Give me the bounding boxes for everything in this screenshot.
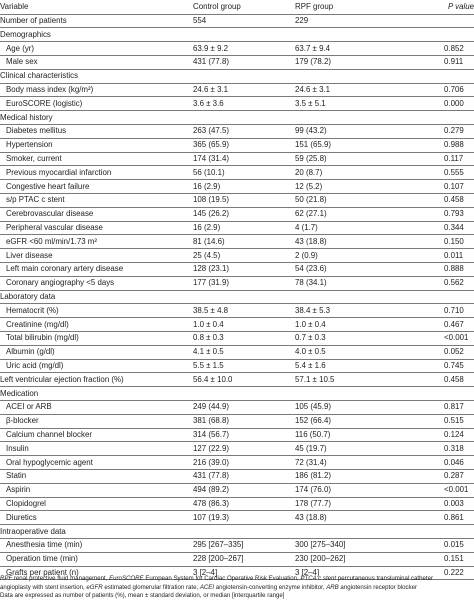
control-value: 554 [193, 16, 207, 25]
p-value: 0.344 [444, 223, 464, 232]
rpf-value: 78 (34.1) [295, 278, 327, 288]
control-value: 174 (31.4) [193, 154, 229, 163]
control-value: 216 (39.0) [193, 457, 229, 467]
p-value: 0.861 [444, 512, 464, 522]
row-label: Age (yr) [6, 43, 35, 53]
control-value: 295 [267–335] [193, 540, 244, 550]
section-row [0, 28, 474, 42]
control-value: 228 [200–267] [193, 554, 244, 564]
header-variable: Variable [0, 2, 29, 11]
rpf-value: 4.0 ± 0.5 [295, 347, 326, 357]
rpf-value: 12 (5.2) [295, 181, 323, 191]
rpf-value: 43 (18.8) [295, 512, 327, 522]
control-value: 107 (19.3) [193, 512, 229, 522]
control-value: 81 (14.6) [193, 236, 225, 246]
row-label: Coronary angiography <5 days [6, 278, 115, 288]
rpf-value: 179 (78.2) [295, 57, 331, 67]
table-row [0, 483, 474, 497]
table-row [0, 469, 474, 483]
table-row [0, 456, 474, 470]
control-value: 263 (47.5) [193, 126, 229, 136]
table-row [0, 124, 474, 138]
p-value: 0.467 [444, 319, 464, 329]
control-value: 127 (22.9) [193, 443, 229, 453]
row-label: Creatinine (mg/dl) [6, 319, 69, 329]
p-value: 0.011 [444, 250, 464, 260]
rpf-value: 2 (0.9) [295, 250, 318, 260]
rpf-value: 99 (43.2) [295, 126, 327, 136]
p-value: 0.988 [444, 140, 464, 150]
control-value: 0.8 ± 0.3 [193, 333, 224, 343]
row-label: Clinical characteristics [0, 71, 79, 81]
p-value: 0.287 [444, 471, 464, 481]
table-header-row [0, 0, 474, 14]
rpf-value: 300 [275–340] [295, 540, 346, 550]
rpf-value: 178 (77.7) [295, 499, 331, 508]
row-label: Male sex [6, 57, 38, 67]
control-value: 431 (77.8) [193, 57, 229, 67]
control-value: 145 (26.2) [193, 209, 229, 219]
footnote-line-2 [0, 584, 474, 593]
table-row [0, 538, 474, 552]
table-row [0, 249, 474, 263]
rpf-value: 174 (76.0) [295, 485, 331, 495]
row-label: Statin [6, 471, 27, 481]
table-row [0, 331, 474, 345]
row-label: Medical history [0, 112, 53, 122]
p-value: 0.279 [444, 126, 464, 136]
row-label: Left main coronary artery disease [6, 264, 124, 274]
p-value: 0.052 [444, 347, 464, 357]
footnote-segment: European System for Cardiac Operative Risk Evaluation, [143, 575, 301, 582]
section-row [0, 111, 474, 125]
table-footnote [0, 575, 474, 601]
control-value: 108 (19.5) [193, 195, 229, 205]
control-value: 38.5 ± 4.8 [193, 305, 229, 315]
table-row [0, 318, 474, 332]
row-label: Hypertension [6, 140, 53, 150]
footnote-segment: ACEI [199, 583, 215, 591]
footnote-segment: PTCA c stent [300, 575, 337, 582]
control-value: 177 (31.9) [193, 278, 229, 288]
row-label: Oral hypoglycemic agent [6, 457, 93, 467]
rpf-value: 186 (81.2) [295, 471, 331, 481]
row-label: Total bilirubin (mg/dl) [6, 333, 79, 343]
rpf-value: 229 [295, 16, 309, 25]
p-value: 0.888 [444, 264, 464, 274]
p-value: 0.562 [444, 278, 464, 288]
p-value: 0.458 [444, 374, 464, 384]
row-label: Hematocrit (%) [6, 305, 59, 315]
rpf-value: 24.6 ± 3.1 [295, 85, 331, 94]
rpf-value: 5.4 ± 1.6 [295, 361, 326, 370]
table-row [0, 14, 474, 28]
row-label: Diuretics [6, 512, 37, 522]
control-value: 16 (2.9) [193, 223, 221, 232]
p-value: 0.515 [444, 416, 464, 426]
row-label: Clopidogrel [6, 499, 46, 508]
p-value: 0.124 [444, 430, 464, 439]
control-value: 24.6 ± 3.1 [193, 85, 229, 94]
table-row [0, 55, 474, 69]
control-value: 365 (65.9) [193, 140, 229, 150]
control-value: 5.5 ± 1.5 [193, 361, 224, 370]
p-value: 0.015 [444, 540, 464, 550]
rpf-value: 20 (8.7) [295, 167, 323, 177]
rpf-value: 105 (45.9) [295, 402, 331, 412]
p-value: 0.150 [444, 236, 464, 246]
row-label: Peripheral vascular disease [6, 223, 103, 232]
p-value: 0.151 [444, 554, 464, 564]
table-row [0, 345, 474, 359]
control-value: 494 (89.2) [193, 485, 229, 495]
table-row [0, 235, 474, 249]
rpf-value: 116 (50.7) [295, 430, 331, 439]
p-value: 0.046 [444, 457, 464, 467]
p-value: 0.555 [444, 167, 464, 177]
row-label: Grafts per patient (n) [6, 568, 79, 577]
row-label: eGFR <60 ml/min/1.73 m² [6, 236, 97, 246]
control-value: 3 [2–4] [193, 568, 218, 577]
row-label: Diabetes mellitus [6, 126, 67, 136]
row-label: Number of patients [0, 16, 67, 25]
p-value: 0.222 [444, 568, 464, 577]
control-value: 1.0 ± 0.4 [193, 319, 224, 329]
row-label: Cerebrovascular disease [6, 209, 94, 219]
control-value: 431 (77.8) [193, 471, 229, 481]
footnote-segment: eGFR [86, 583, 103, 591]
row-label: Medication [0, 388, 39, 398]
p-value: 0.458 [444, 195, 464, 205]
row-label: β-blocker [6, 416, 39, 426]
table-row [0, 552, 474, 566]
rpf-value: 3 [2–4] [295, 568, 320, 577]
table-row [0, 180, 474, 194]
row-label: Smoker, current [6, 154, 62, 163]
rpf-value: 0.7 ± 0.3 [295, 333, 326, 343]
row-label: Anesthesia time (min) [6, 540, 83, 550]
rpf-value: 230 [200–262] [295, 554, 346, 564]
footnote-line-3 [0, 592, 474, 601]
rpf-value: 152 (66.4) [295, 416, 331, 426]
control-value: 56.4 ± 10.0 [193, 374, 233, 384]
header-p-value: P value [448, 2, 474, 11]
footnote-segment: percutaneous transluminal catheter [336, 575, 434, 582]
p-value: <0.001 [444, 333, 469, 343]
table-row [0, 207, 474, 221]
table-row [0, 400, 474, 414]
rpf-value: 63.7 ± 9.4 [295, 43, 331, 53]
rpf-value: 57.1 ± 10.5 [295, 374, 335, 384]
footnote-segment: ARB [326, 583, 339, 591]
rpf-value: 38.4 ± 5.3 [295, 305, 331, 315]
table-row [0, 138, 474, 152]
row-label: Albumin (g/dl) [6, 347, 55, 357]
row-label: Left ventricular ejection fraction (%) [0, 374, 124, 384]
control-value: 25 (4.5) [193, 250, 221, 260]
table-row [0, 152, 474, 166]
row-label: Uric acid (mg/dl) [6, 361, 64, 370]
row-label: EuroSCORE (logistic) [6, 98, 83, 108]
header-control-group: Control group [193, 2, 241, 11]
rpf-value: 50 (21.8) [295, 195, 327, 205]
table-row [0, 442, 474, 456]
row-label: Calcium channel blocker [6, 430, 92, 439]
footnote-segment: angiotensin-converting enzyme inhibitor, [214, 583, 327, 591]
table-row [0, 497, 474, 511]
p-value: 0.911 [444, 57, 464, 67]
footnote-segment: EuroSCORE [109, 575, 144, 582]
control-value: 4.1 ± 0.5 [193, 347, 224, 357]
p-value: 0.817 [444, 402, 464, 412]
section-row [0, 290, 474, 304]
table-row [0, 42, 474, 56]
row-label: Intraoperative data [0, 526, 66, 536]
rpf-value: 62 (27.1) [295, 209, 327, 219]
p-value: <0.001 [444, 485, 469, 495]
p-value: 0.710 [444, 305, 464, 315]
header-rpf-group: RPF group [295, 2, 334, 11]
rpf-value: 43 (18.8) [295, 236, 327, 246]
p-value: 0.318 [444, 443, 464, 453]
p-value: 0.003 [444, 499, 464, 508]
control-value: 63.9 ± 9.2 [193, 43, 229, 53]
table-row [0, 428, 474, 442]
p-value: 0.107 [444, 181, 464, 191]
table-row [0, 304, 474, 318]
row-label: Previous myocardial infarction [6, 167, 112, 177]
row-label: Aspirin [6, 485, 31, 495]
row-label: Demographics [0, 29, 51, 39]
p-value: 0.117 [444, 154, 464, 163]
table-row [0, 221, 474, 235]
row-label: ACEI or ARB [6, 402, 52, 412]
row-label: Laboratory data [0, 292, 56, 301]
footnote-segment: angiotensin receptor blocker [338, 583, 417, 591]
rpf-value: 151 (65.9) [295, 140, 331, 150]
control-value: 249 (44.9) [193, 402, 229, 412]
rpf-value: 4 (1.7) [295, 223, 318, 232]
table-row [0, 276, 474, 290]
rpf-value: 45 (19.7) [295, 443, 327, 453]
footnote-line-1 [0, 575, 474, 584]
row-label: s/p PTAC c stent [6, 195, 65, 205]
p-value: 0.000 [444, 98, 464, 108]
control-value: 16 (2.9) [193, 181, 221, 191]
table-row [0, 83, 474, 97]
rpf-value: 3.5 ± 5.1 [295, 98, 326, 108]
rpf-value: 72 (31.4) [295, 457, 327, 467]
control-value: 56 (10.1) [193, 167, 225, 177]
rpf-value: 59 (25.8) [295, 154, 327, 163]
p-value: 0.706 [444, 85, 464, 94]
section-row [0, 69, 474, 83]
control-value: 314 (56.7) [193, 430, 229, 439]
p-value: 0.852 [444, 43, 464, 53]
row-label: Congestive heart failure [6, 181, 90, 191]
rpf-value: 1.0 ± 0.4 [295, 319, 326, 329]
table-row [0, 166, 474, 180]
control-value: 478 (86.3) [193, 499, 229, 508]
row-label: Insulin [6, 443, 29, 453]
control-value: 128 (23.1) [193, 264, 229, 274]
section-row [0, 387, 474, 401]
row-label: Body mass index (kg/m²) [6, 85, 94, 94]
table-row [0, 373, 474, 387]
table-row [0, 262, 474, 276]
table-row [0, 414, 474, 428]
rpf-value: 54 (23.6) [295, 264, 327, 274]
table-row [0, 359, 474, 373]
p-value: 0.793 [444, 209, 464, 219]
control-value: 3.6 ± 3.6 [193, 98, 224, 108]
row-label: Liver disease [6, 250, 53, 260]
footnote-segment: renal protective fluid management, [12, 575, 110, 582]
p-value: 0.745 [444, 361, 464, 370]
control-value: 381 (68.8) [193, 416, 229, 426]
table-row [0, 97, 474, 111]
table-row [0, 193, 474, 207]
footnote-segment: angioplasty with stent insertion, [0, 583, 87, 591]
section-row [0, 525, 474, 539]
footnote-segment: Data are expressed as number of patients (%), mean ± standard deviation, or median [interquartile range] [0, 592, 285, 599]
footnote-segment: RPF [0, 575, 13, 582]
footnote-segment: estimated glomerular filtration rate, [102, 583, 200, 591]
table-row [0, 511, 474, 525]
row-label: Operation time (min) [6, 554, 78, 564]
